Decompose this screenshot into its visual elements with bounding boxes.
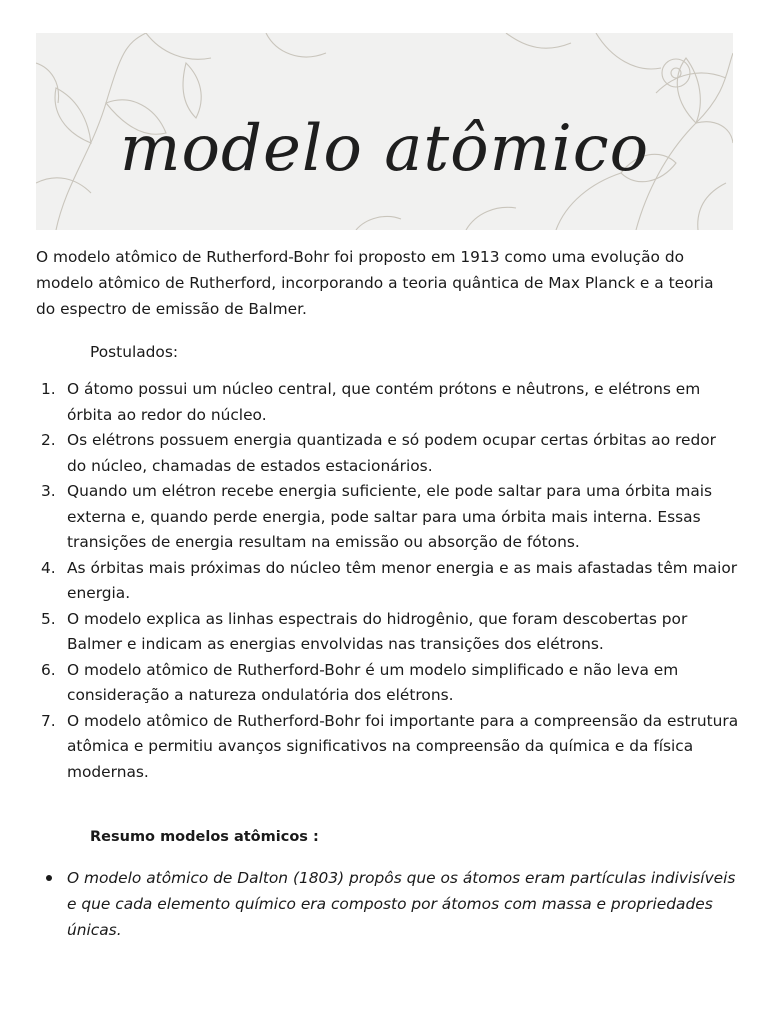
list-item [0, 709, 740, 786]
list-item [0, 377, 740, 428]
list-item [0, 556, 740, 607]
resumo-heading: Resumo modelos atômicos : [90, 829, 319, 845]
list-number: 1. [41, 380, 56, 398]
list-item [0, 607, 740, 658]
list-item-text: O modelo atômico de Dalton (1803) propôs que os átomos eram partículas indivisíveis e que cada elemento químico era composto por átomos com massa e propriedades únicas. [67, 869, 736, 939]
list-item [0, 865, 740, 943]
bullet-dot-icon [46, 875, 52, 881]
postulados-heading: Postulados: [90, 343, 179, 361]
list-item-text: O modelo atômico de Rutherford-Bohr foi importante para a compreensão da estrutura atômica e permitiu avanços significativos na compreensão da química e da física modernas. [67, 711, 739, 781]
list-number: 4. [41, 558, 56, 577]
list-item [0, 658, 740, 709]
list-number: 2. [41, 431, 56, 449]
list-item-text: As órbitas mais próximas do núcleo têm menor energia e as mais afastadas têm maior energia. [67, 558, 738, 602]
postulados-list [0, 377, 740, 785]
page-title: modelo atômico [119, 112, 650, 186]
list-item-text: Quando um elétron recebe energia suficiente, ele pode saltar para uma órbita mais externa e, quando perde energia, pode saltar para uma órbita mais interna. Essas transições de energia resultam na emissão ou absorção de fótons. [67, 482, 713, 551]
header-banner [36, 33, 733, 230]
list-item [0, 479, 740, 556]
list-item [0, 428, 740, 479]
list-number: 5. [41, 609, 56, 628]
intro-paragraph: O modelo atômico de Rutherford-Bohr foi proposto em 1913 como uma evolução do modelo atômico de Rutherford, incorporando a teoria quântica de Max Planck e a teoria do espectro de emissão de Balmer. [36, 248, 714, 318]
list-item-text: O modelo explica as linhas espectrais do hidrogênio, que foram descobertas por Balmer e indicam as energias envolvidas nas transições dos elétrons. [67, 609, 688, 653]
list-number: 3. [41, 482, 56, 500]
list-number: 7. [41, 711, 56, 730]
list-item-text: Os elétrons possuem energia quantizada e só podem ocupar certas órbitas ao redor do núcleo, chamadas de estados estacionários. [67, 431, 716, 475]
resumo-list [0, 865, 740, 943]
list-item-text: O átomo possui um núcleo central, que contém prótons e nêutrons, e elétrons em órbita ao redor do núcleo. [67, 380, 701, 424]
list-item-text: O modelo atômico de Rutherford-Bohr é um modelo simplificado e não leva em consideração a natureza ondulatória dos elétrons. [67, 660, 679, 704]
list-number: 6. [41, 660, 56, 679]
